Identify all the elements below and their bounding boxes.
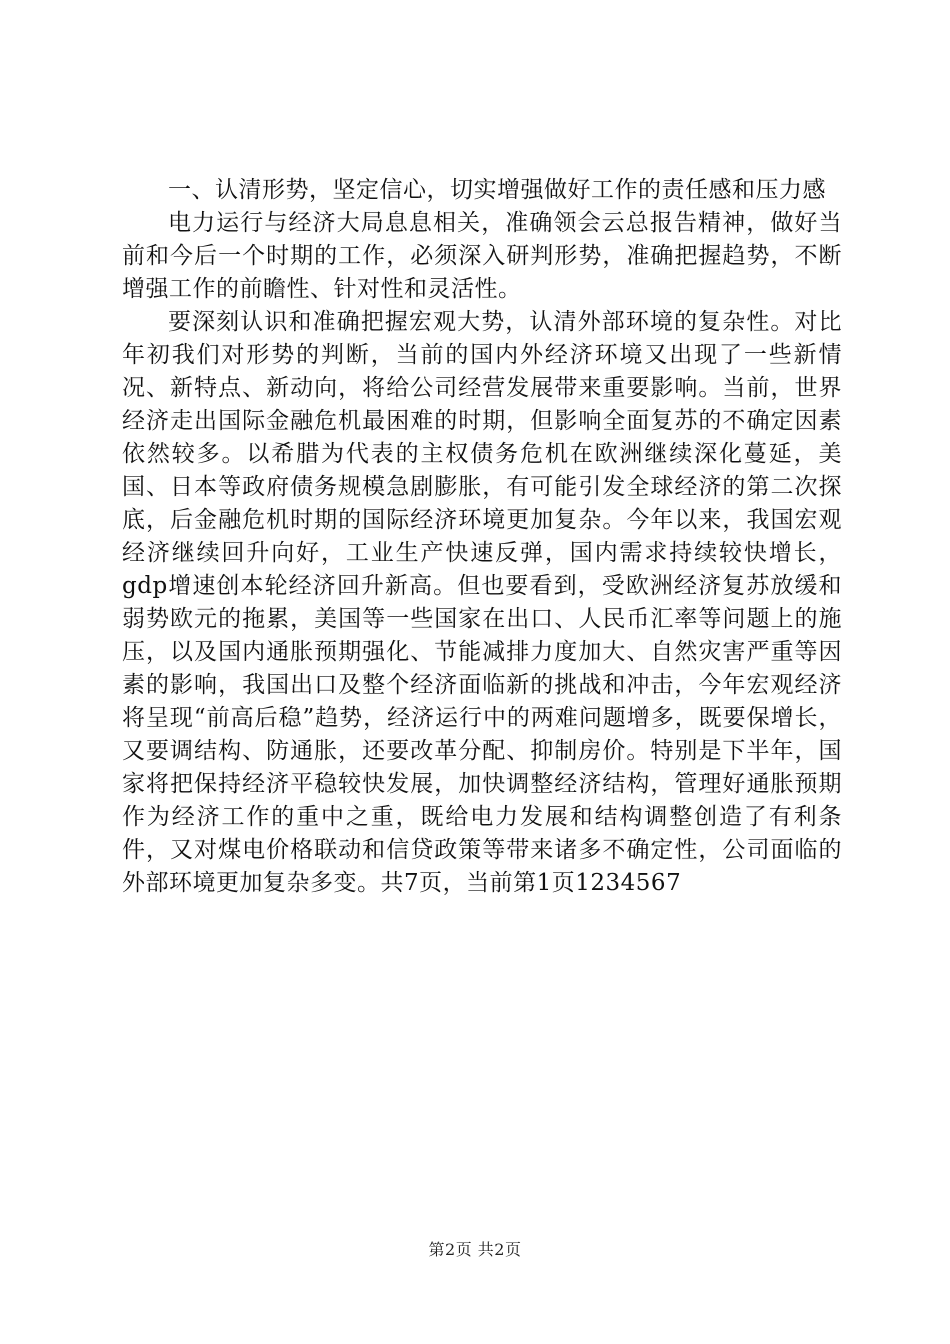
document-body xyxy=(122,174,842,900)
section-heading: 一、认清形势，坚定信心，切实增强做好工作的责任感和压力感 xyxy=(168,177,826,203)
paragraph-intro: 电力运行与经济大局息息相关，准确领会云总报告精神，做好当前和今后一个时期的工作，必须深入研判形势，准确把握趋势，不断增强工作的前瞻性、针对性和灵活性。 xyxy=(122,210,842,302)
paragraph-macro-situation: 要深刻认识和准确把握宏观大势，认清外部环境的复杂性。对比年初我们对形势的判断，当前的国内外经济环境又出现了一些新情况、新特点、新动向，将给公司经营发展带来重要影响。当前，世界经济走出国际金融危机最困难的时期，但影响全面复苏的不确定因素依然较多。以希腊为代表的主权债务危机在欧洲继续深化蔓延，美国、日本等政府债务规模急剧膨胀，有可能引发全球经济的第二次探底，后金融危机时期的国际经济环境更加复杂。今年以来，我国宏观经济继续回升向好，工业生产快速反弹，国内需求持续较快增长，gdp增速创本轮经济回升新高。但也要看到，受欧洲经济复苏放缓和弱势欧元的拖累，美国等一些国家在出口、人民币汇率等问题上的施压，以及国内通胀预期强化、节能减排力度加大、自然灾害严重等因素的影响，我国出口及整个经济面临新的挑战和冲击，今年宏观经济将呈现“前高后稳”趋势，经济运行中的两难问题增多，既要保增长，又要调结构、防通胀，还要改革分配、抑制房价。特别是下半年，国家将把保持经济平稳较快发展，加快调整经济结构，管理好通胀预期作为经济工作的重中之重，既给电力发展和结构调整创造了有利条件，又对煤电价格联动和信贷政策等带来诸多不确定性，公司面临的外部环境更加复杂多变。共7页，当前第1页1234567 xyxy=(122,309,842,896)
page-footer: 第2页 共2页 xyxy=(428,1240,522,1259)
